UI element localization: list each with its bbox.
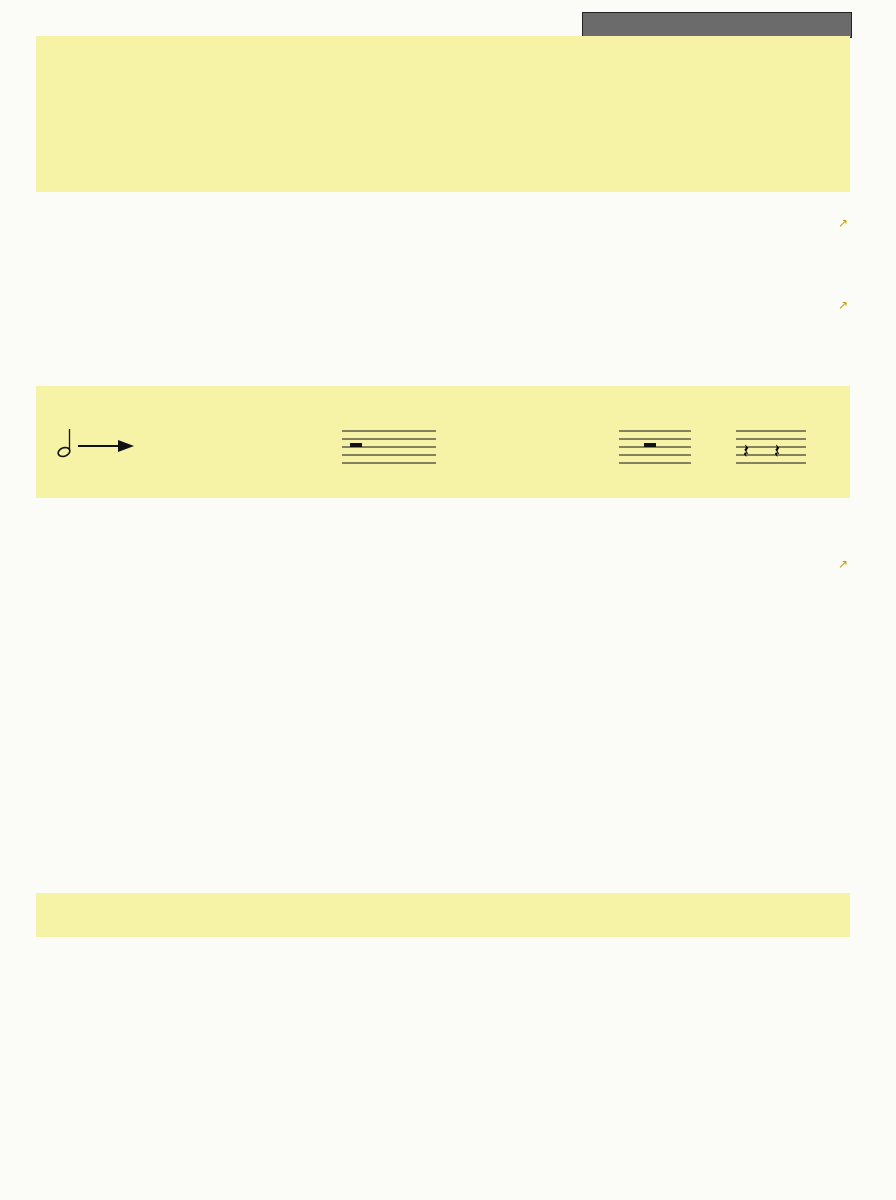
- half-note-icon: [57, 429, 71, 458]
- arrow-icon: ↗: [838, 298, 849, 312]
- quarter-rest-icon: 𝄽: [774, 439, 781, 463]
- half-rest-icon: [644, 443, 656, 447]
- half-box-art: [36, 386, 850, 498]
- arrow-icon: ↗: [838, 557, 849, 571]
- arrow-icon: ↗: [838, 216, 849, 230]
- half-rest-icon: [350, 443, 362, 447]
- breath-mark-box: [36, 893, 850, 937]
- quarter-rest-icon: 𝄽: [743, 439, 750, 463]
- arrow-right-icon: [78, 440, 134, 452]
